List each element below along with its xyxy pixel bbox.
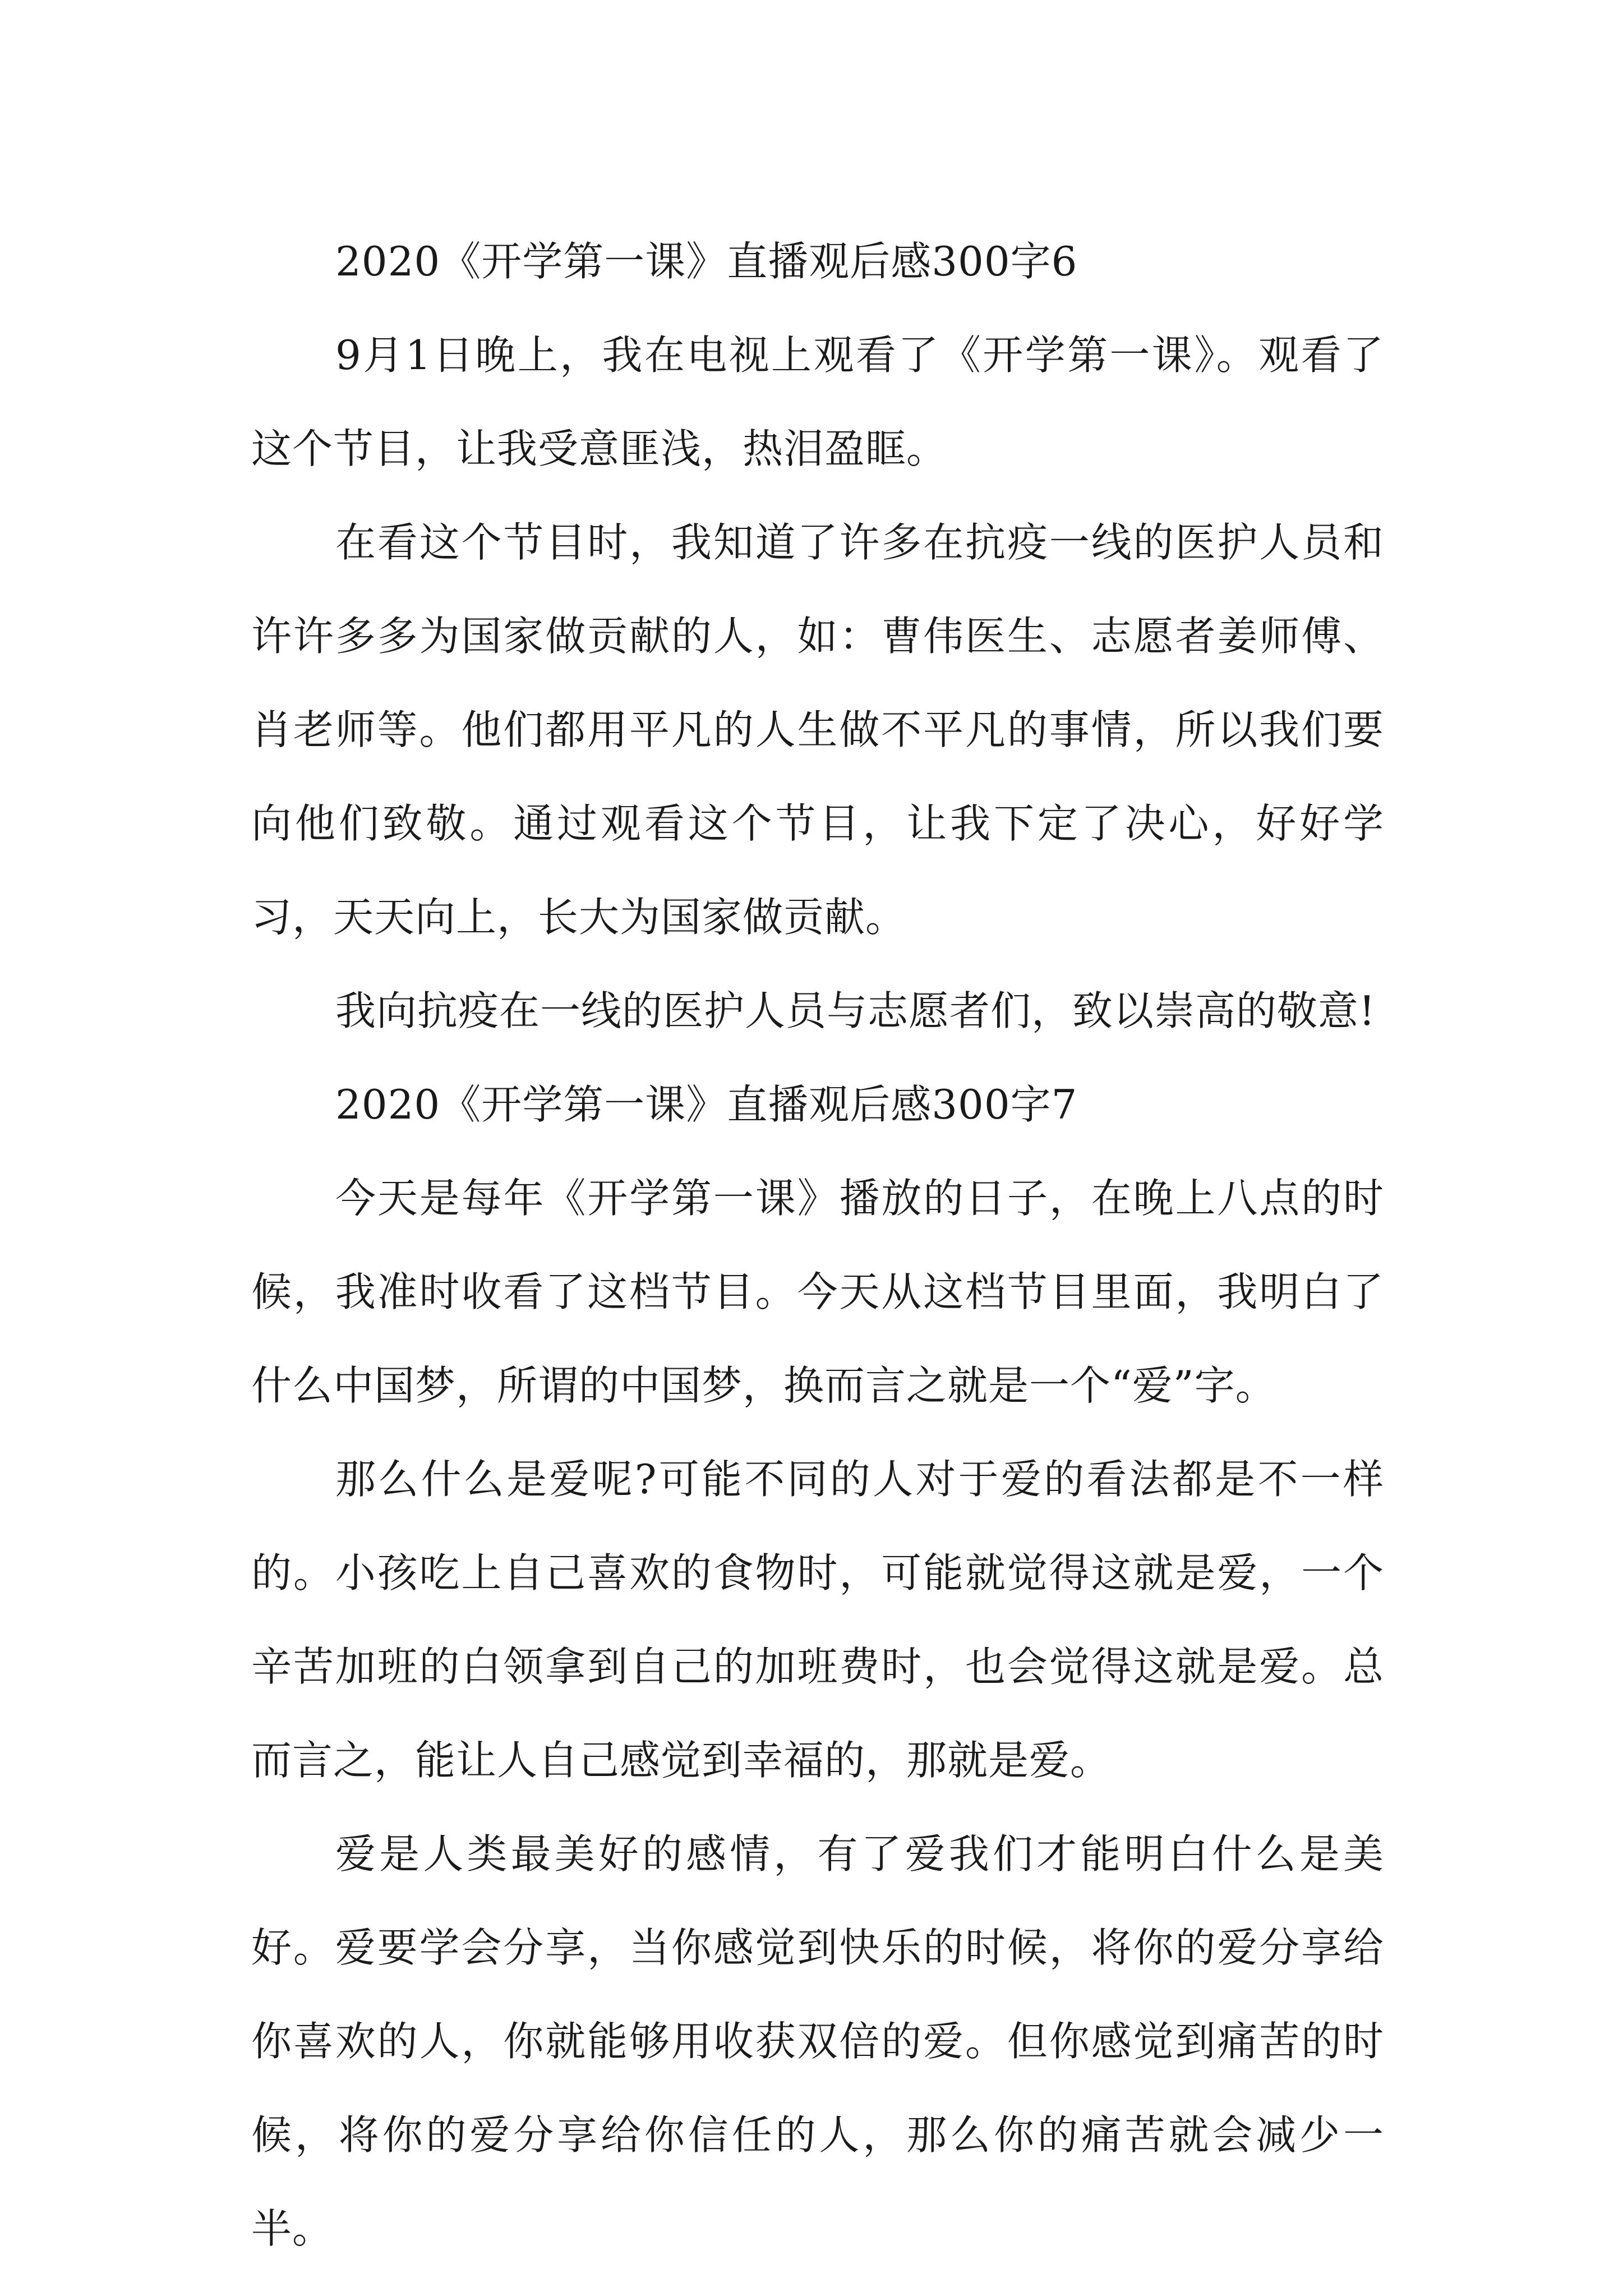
paragraph: 那么什么是爱呢?可能不同的人对于爱的看法都是不一样的。小孩吃上自己喜欢的食物时，可能就觉得这就是爱，一个辛苦加班的白领拿到自己的加班费时，也会觉得这就是爱。总而言之，能让人自己感觉到幸福的，那就是爱。: [251, 1456, 1384, 1784]
section-heading-7: 2020《开学第一课》直播观后感300字7: [335, 1081, 1078, 1128]
paragraph: 我向抗疫在一线的医护人员与志愿者们，致以崇高的敬意!: [335, 987, 1376, 1034]
section-heading-6: 2020《开学第一课》直播观后感300字6: [335, 238, 1078, 285]
paragraph: 今天是每年《开学第一课》播放的日子，在晚上八点的时候，我准时收看了这档节目。今天从这档节目里面，我明白了什么中国梦，所谓的中国梦，换而言之就是一个“爱”字。: [251, 1175, 1384, 1409]
paragraph: 在看这个节目时，我知道了许多在抗疫一线的医护人员和许许多多为国家做贡献的人，如：曹伟医生、志愿者姜师傅、肖老师等。他们都用平凡的人生做不平凡的事情，所以我们要向他们致敬。通过观看这个节目，让我下定了决心，好好学习，天天向上，长大为国家做贡献。: [251, 519, 1384, 941]
paragraph: 爱是人类最美好的感情，有了爱我们才能明白什么是美好。爱要学会分享，当你感觉到快乐的时候，将你的爱分享给你喜欢的人，你就能够用收获双倍的爱。但你感觉到痛苦的时候，将你的爱分享给你信任的人，那么你的痛苦就会减少一半。: [251, 1830, 1384, 2252]
paragraph: 9月1日晚上，我在电视上观看了《开学第一课》。观看了这个节目，让我受意匪浅，热泪盈眶。: [251, 332, 1384, 472]
document-body: [251, 215, 1384, 2276]
